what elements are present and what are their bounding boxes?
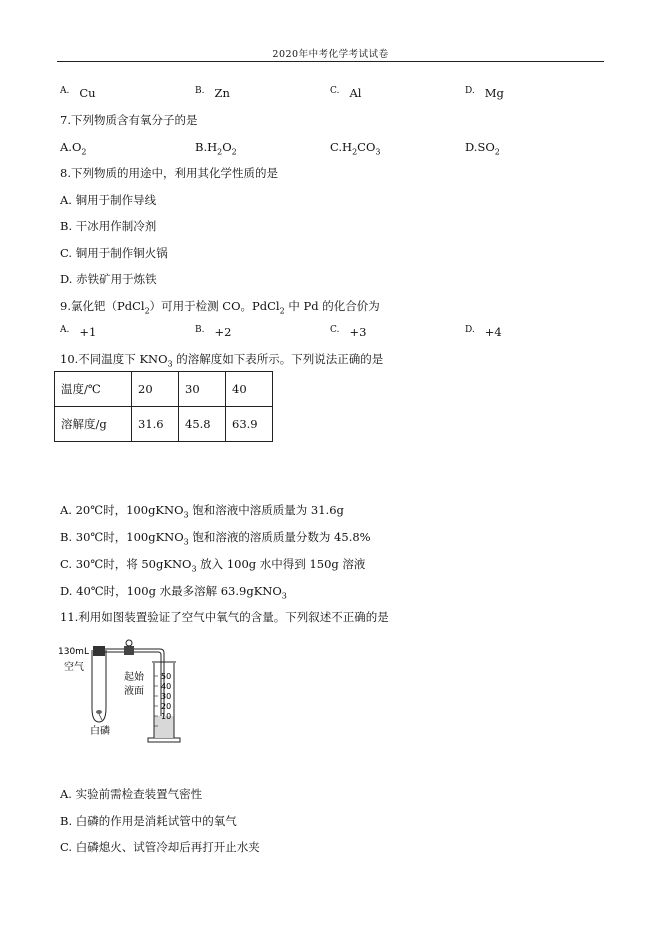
q6-option-b: $^{B.}$ Zn [195,86,230,100]
table-cell: 温度/℃ [55,372,132,407]
cylinder-base [148,738,180,742]
white-phosphorus [96,710,102,714]
q10-option-d: D. 40℃时，100g 水最多溶解 63.9gKNO$_3$ [60,584,287,601]
scale-label: 10 [161,712,172,721]
q6-option-a: $^{A.}$ Cu [60,86,96,100]
q9-option-a: $^{A.}$ +1 [60,325,97,339]
table-cell: 31.6 [132,407,179,442]
q7-option-d: $D.SO_2$ [465,140,500,157]
phosphorus-label: 白磷 [90,726,110,737]
q7-option-c: $C.H_2CO_3$ [330,140,381,157]
q8-stem: 8.下列物质的用途中，利用其化学性质的是 [60,166,278,180]
scale-label: 20 [161,702,172,711]
table-row [55,407,273,442]
header-divider [57,61,604,62]
q6-option-d: $^{D.}$ Mg [465,86,504,100]
q11-stem: 11.利用如图装置验证了空气中氧气的含量。下列叙述不正确的是 [60,610,389,624]
q9-option-b: $^{B.}$ +2 [195,325,232,339]
q9-option-c: $^{C.}$ +3 [330,325,367,339]
q8-option-d: D. 赤铁矿用于炼铁 [60,272,157,286]
q9-option-d: $^{D.}$ +4 [465,325,502,339]
q9-stem: 9.氯化钯（PdCl$_2$）可用于检测 CO。PdCl$_2$ 中 Pd 的化合价为 [60,299,380,316]
table-cell: 30 [179,372,226,407]
table-cell: 40 [226,372,273,407]
clamp-ring [126,640,132,646]
table-cell: 45.8 [179,407,226,442]
scale-label: 30 [161,692,172,701]
q10-option-c: C. 30℃时，将 50gKNO$_3$ 放入 100g 水中得到 150g 溶液 [60,557,366,574]
table-row [55,372,273,407]
q11-option-c: C. 白磷熄火、试管冷却后再打开止水夹 [60,840,260,854]
scale-label: 40 [161,682,172,691]
table-cell: 溶解度/g [55,407,132,442]
q11-option-b: B. 白磷的作用是消耗试管中的氧气 [60,814,237,828]
q6-option-c: $^{C.}$ Al [330,86,362,100]
q8-option-b: B. 干冰用作制冷剂 [60,219,157,233]
q11-option-a: A. 实验前需检查装置气密性 [60,787,203,801]
q10-stem: 10.不同温度下 $KNO_3$ 的溶解度如下表所示。下列说法正确的是 [60,352,384,369]
q8-option-a: A. 铜用于制作导线 [60,193,157,207]
initial-level-label-1: 起始 [124,672,144,683]
initial-level-label-2: 液面 [124,686,144,697]
q7-stem: 7.下列物质含有氧分子的是 [60,113,198,127]
q8-option-c: C. 铜用于制作铜火锅 [60,246,168,260]
q10-option-a: A. 20℃时，100gKNO$_3$ 饱和溶液中溶质质量为 31.6g [60,503,344,520]
volume-label: 130mL [58,647,89,657]
apparatus-figure [58,638,188,746]
clamp [124,646,134,655]
q7-option-a: $A.O_2$ [60,140,87,157]
rubber-stopper [93,646,105,656]
q7-option-b: $B.H_2O_2$ [195,140,237,157]
solubility-table [54,371,273,442]
table-cell: 63.9 [226,407,273,442]
page-header-title: 2020年中考化学考试试卷 [272,49,389,60]
air-label: 空气 [64,662,84,673]
scale-label: 50 [161,672,172,681]
q10-option-b: B. 30℃时，100gKNO$_3$ 饱和溶液的溶质质量分数为 45.8% [60,530,371,547]
table-cell: 20 [132,372,179,407]
